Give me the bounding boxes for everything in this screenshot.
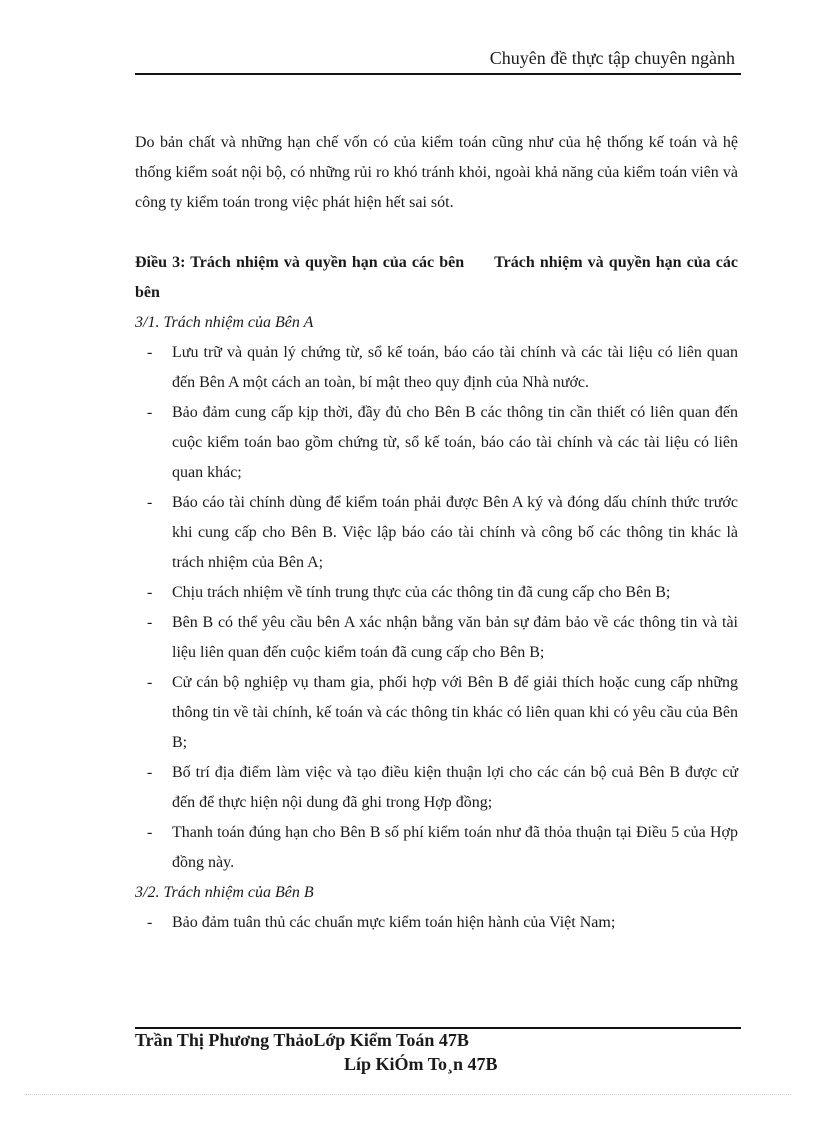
footer-line-2: Líp KiÓm To¸n 47B bbox=[344, 1054, 498, 1074]
list-item: - Bên B có thể yêu cầu bên A xác nhận bằng văn bản sự đảm bảo về các thông tin và tài liệu liên quan đến cuộc kiểm toán đã cung cấp cho Bên B; bbox=[135, 608, 738, 668]
intro-paragraph: Do bản chất và những hạn chế vốn có của kiểm toán cũng như của hệ thống kế toán và hệ thống kiểm soát nội bộ, có những rủi ro khó tránh khỏi, ngoài khả năng của kiểm toán viên và công ty kiểm toán trong việc phát hiện hết sai sót. bbox=[135, 134, 738, 211]
list-item: - Thanh toán đúng hạn cho Bên B số phí kiểm toán như đã thỏa thuận tại Điều 5 của Hợp đồng này. bbox=[135, 818, 738, 878]
section-2-list bbox=[135, 908, 738, 938]
footer-line-1: Trần Thị Phương ThảoLớp Kiểm Toán 47B bbox=[135, 1030, 469, 1050]
article-heading bbox=[135, 248, 738, 308]
section-2-title: 3/2. Trách nhiệm của Bên B bbox=[135, 884, 314, 901]
list-item: - Lưu trữ và quản lý chứng từ, sổ kế toán, báo cáo tài chính và các tài liệu có liên quan đến Bên A một cách an toàn, bí mật theo quy định của Nhà nước. bbox=[135, 338, 738, 398]
document-body bbox=[135, 128, 738, 938]
list-item: - Báo cáo tài chính dùng để kiểm toán phải được Bên A ký và đóng dấu chính thức trước khi cung cấp cho Bên B. Việc lập báo cáo tài chính và công bố các thông tin khác là trách nhiệm của Bên A; bbox=[135, 488, 738, 578]
section-1-list bbox=[135, 338, 738, 878]
list-item: - Chịu trách nhiệm về tính trung thực của các thông tin đã cung cấp cho Bên B; bbox=[135, 578, 738, 608]
article-title: Điều 3: Trách nhiệm và quyền hạn của các bên bbox=[135, 254, 465, 271]
header-title: Chuyên đề thực tập chuyên ngành bbox=[489, 48, 735, 68]
footer-rule bbox=[135, 1027, 741, 1029]
page-header bbox=[135, 48, 741, 72]
list-item: - Bố trí địa điểm làm việc và tạo điều kiện thuận lợi cho các cán bộ cuả Bên B được cử đến để thực hiện nội dung đã ghi trong Hợp đồng; bbox=[135, 758, 738, 818]
list-item: - Bảo đảm tuân thủ các chuẩn mực kiểm toán hiện hành của Việt Nam; bbox=[135, 908, 738, 938]
list-item: - Bảo đảm cung cấp kịp thời, đầy đủ cho Bên B các thông tin cần thiết có liên quan đến cuộc kiểm toán bao gồm chứng từ, sổ kế toán, báo cáo tài chính và các tài liệu có liên quan khác; bbox=[135, 398, 738, 488]
list-item: - Cử cán bộ nghiệp vụ tham gia, phối hợp với Bên B để giải thích hoặc cung cấp những thông tin về tài chính, kế toán và các thông tin khác có liên quan khi có yêu cầu của Bên B; bbox=[135, 668, 738, 758]
page-edge-dotted-line bbox=[25, 1094, 791, 1095]
section-1-title: 3/1. Trách nhiệm của Bên A bbox=[135, 314, 314, 331]
article-title-repeat: Trách nhiệm và quyền hạn của các bên bbox=[135, 254, 738, 301]
header-rule bbox=[135, 73, 741, 75]
